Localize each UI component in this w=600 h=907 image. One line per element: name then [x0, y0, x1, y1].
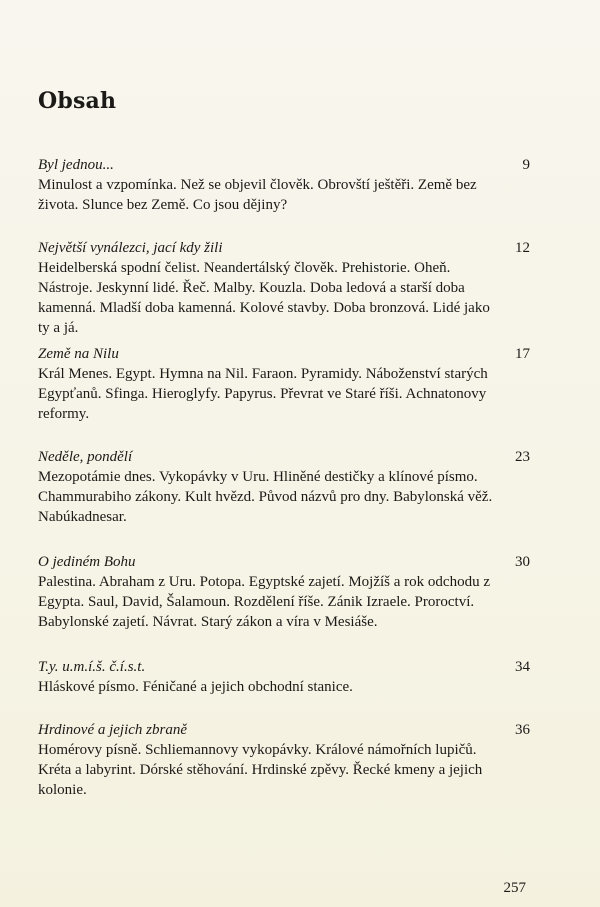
- toc-entry-description: Heidelberská spodní čelist. Neandertálský člověk. Prehistorie. Oheň. Nástroje. Jeskynní lidé. Řeč. Malby. Kouzla. Doba ledová a starší doba kamenná. Mladší doba kamenná. Kolové stavby. Doba bronzová. Lidé jako ty a já.: [38, 260, 490, 336]
- toc-entry-title: Země na Nilu: [38, 346, 119, 362]
- page-title: Obsah: [38, 88, 117, 114]
- toc-entry-header: [38, 656, 528, 678]
- toc-entry: [38, 656, 528, 697]
- toc-entry-header: [38, 446, 528, 468]
- toc-entry-header: [38, 343, 528, 365]
- toc-entry-description: Homérovy písně. Schliemannovy vykopávky. Králové námořních lupičů. Kréta a labyrint. Dórské stěhování. Hrdinské zpěvy. Řecké kmeny a jejich kolonie.: [38, 742, 483, 798]
- toc-entry-title: Hrdinové a jejich zbraně: [38, 722, 187, 738]
- toc-entry-description: Mezopotámie dnes. Vykopávky v Uru. Hliněné destičky a klínové písmo. Chammurabiho zákony. Kult hvězd. Původ názvů pro dny. Babylonská věž. Nabúkadnesar.: [38, 469, 493, 525]
- toc-entry: [38, 237, 528, 338]
- toc-entry-page: 23: [515, 449, 530, 465]
- toc-entry-title: Neděle, pondělí: [38, 449, 133, 465]
- toc-entry: [38, 154, 528, 215]
- toc-entry-title: O jediném Bohu: [38, 554, 136, 570]
- page-number: 257: [503, 880, 526, 896]
- toc-entry-page: 12: [515, 240, 530, 256]
- toc-entry-title: Byl jednou...: [38, 157, 114, 173]
- toc-entry-page: 36: [515, 722, 530, 738]
- toc-entry: [38, 551, 528, 632]
- toc-entry-header: [38, 719, 528, 741]
- toc-entry: [38, 719, 528, 800]
- toc-entry-page: 30: [515, 554, 530, 570]
- toc-entry-description: Král Menes. Egypt. Hymna na Nil. Faraon. Pyramidy. Náboženství starých Egypťanů. Sfinga. Hieroglyfy. Papyrus. Převrat ve Staré říši. Achnatonovy reformy.: [38, 366, 488, 422]
- toc-entry-title: T.y. u.m.í.š. č.í.s.t.: [38, 659, 146, 675]
- toc-entry-page: 17: [515, 346, 530, 362]
- toc-entry: [38, 343, 528, 424]
- toc-entry-description: Minulost a vzpomínka. Než se objevil člověk. Obrovští ještěři. Země bez života. Slunce bez Země. Co jsou dějiny?: [38, 177, 477, 213]
- toc-entry-page: 34: [515, 659, 530, 675]
- toc-entry: [38, 446, 528, 527]
- toc-entry-description: Palestina. Abraham z Uru. Potopa. Egyptské zajetí. Mojžíš a rok odchodu z Egypta. Saul, David, Šalamoun. Rozdělení říše. Zánik Izraele. Proroctví. Babylonské zajetí. Návrat. Starý zákon a víra v Mesiáše.: [38, 574, 490, 630]
- toc-entry-header: [38, 154, 528, 176]
- toc-entry-page: 9: [522, 157, 530, 173]
- toc-entry-description: Hláskové písmo. Féničané a jejich obchodní stanice.: [38, 679, 353, 695]
- toc-entry-header: [38, 551, 528, 573]
- toc-entry-header: [38, 237, 528, 259]
- toc-entry-title: Největší vynálezci, jací kdy žili: [38, 240, 223, 256]
